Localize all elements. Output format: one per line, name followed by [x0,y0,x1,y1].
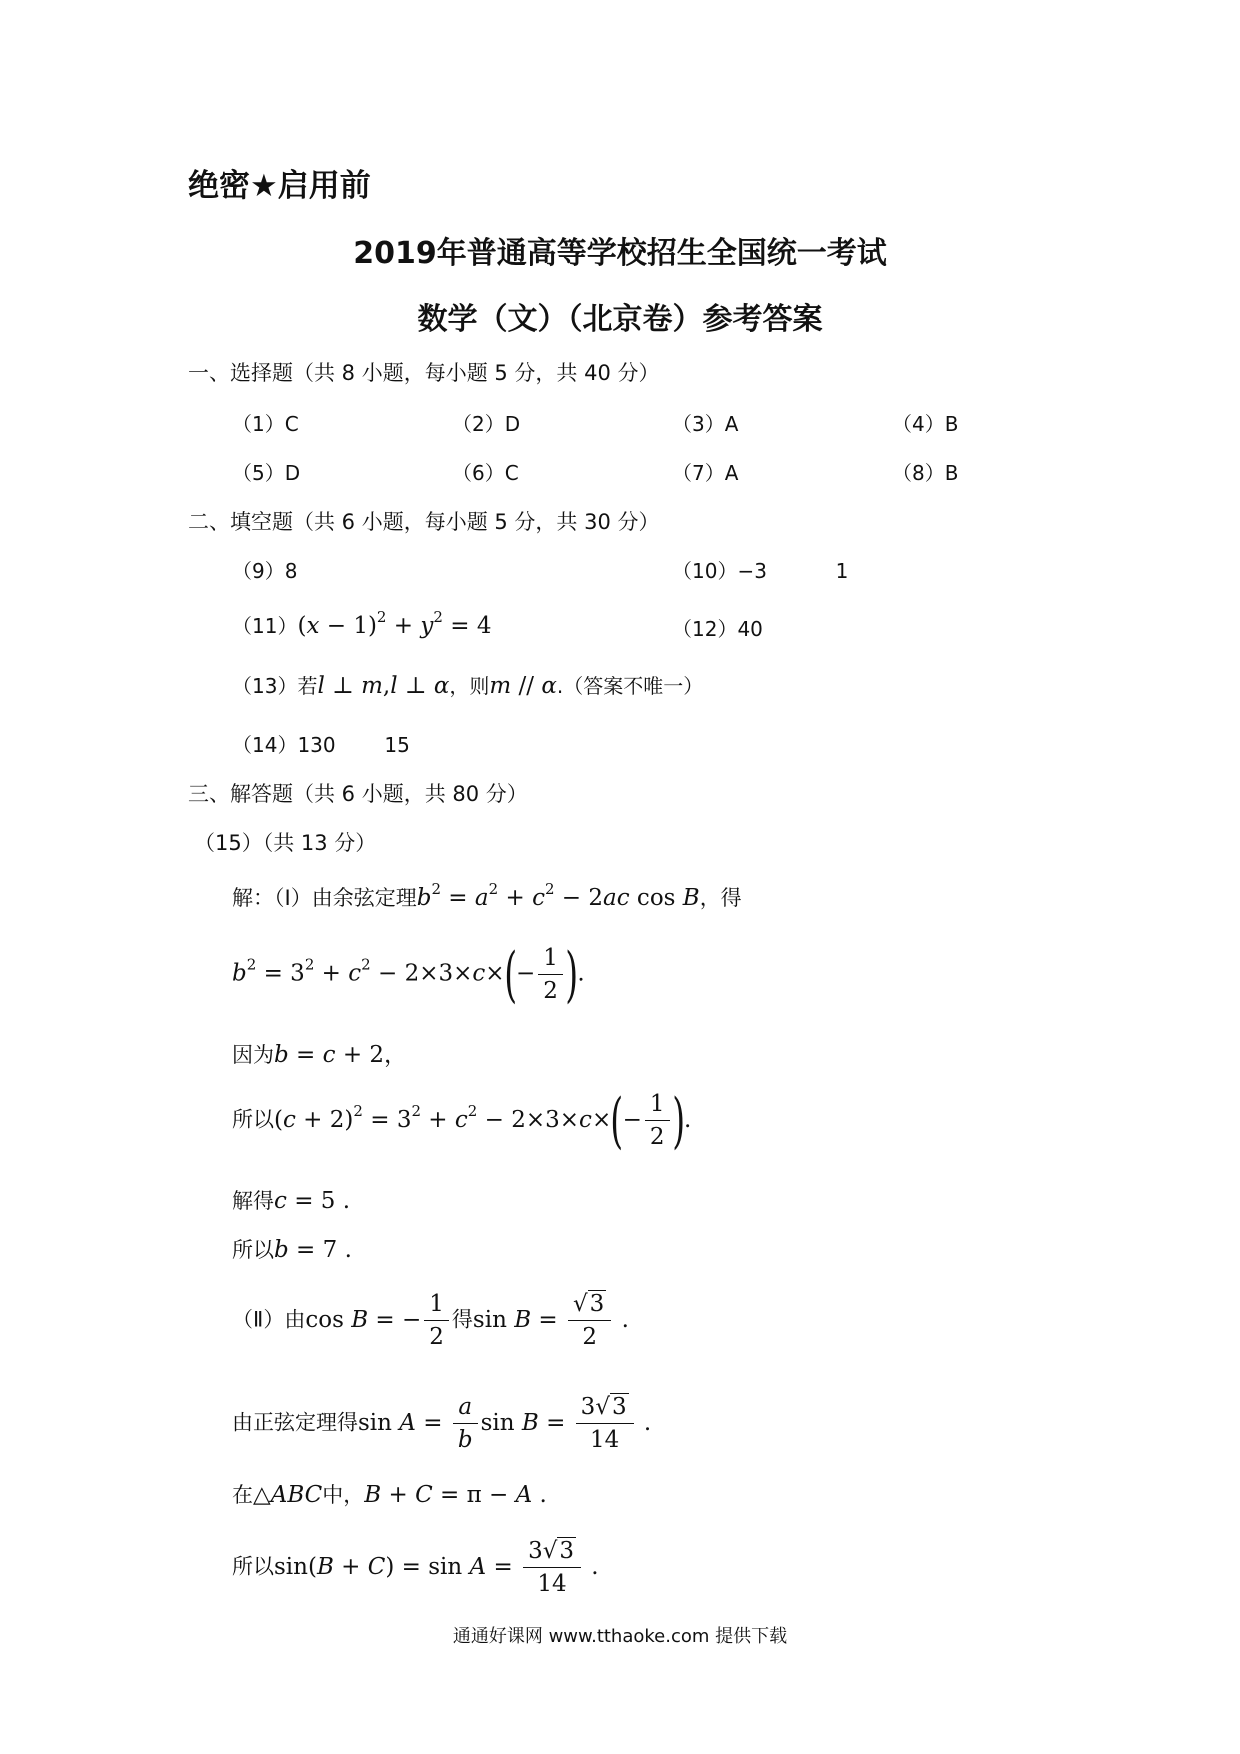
solution-step-1 [232,880,742,912]
answer-13-note: .（答案不唯一） [556,674,704,698]
step-7-label: （Ⅱ）由 [232,1307,306,1332]
step-7-mid: 得 [451,1307,473,1332]
exam-subtitle: 数学（文）（北京卷）参考答案 [417,302,823,337]
solution-step-2: $b^2 = 3^2 + c^2 - 2\times 3\times c\times(-$ $\frac{1}{2}$ ). [232,939,585,1010]
step-1-label: 解：（Ⅰ）由余弦定理 [232,886,417,910]
answer-13-condition: l ⊥ m,l ⊥ α [317,673,450,699]
answer-3: （3）A [672,412,739,436]
step-3-label: 因为 [232,1043,274,1067]
step-8-label: 由正弦定理得 [232,1410,358,1435]
answer-14 [232,729,410,758]
answer-13-then: ，则 [449,674,490,698]
exam-title: 2019年普通高等学校招生全国统一考试 [353,236,887,271]
answer-10-second: 1 [835,559,849,583]
step-5-label: 解得 [232,1189,274,1213]
answer-12: （12）40 [672,617,763,641]
step-6-label: 所以 [232,1238,274,1262]
answer-11-label: （11） [232,614,298,638]
section1-heading: 一、选择题（共 8 小题，每小题 5 分，共 40 分） [188,361,660,385]
question-15-heading: （15）（共 13 分） [194,831,377,855]
answer-13-conclusion: m // α [489,673,557,699]
answer-10-first: （10）−3 [672,559,767,583]
step-9-label: 在 [232,1483,253,1507]
answer-6: （6）C [452,461,519,485]
step-9-mid: 中， [322,1483,365,1507]
solution-step-8: 由正弦定理得sin A = $\frac{a}{b}$ sin B = $\frac{3√3}{14}$ . [232,1394,652,1453]
section2-heading: 二、填空题（共 6 小题，每小题 5 分，共 30 分） [188,510,660,534]
answer-11-formula: $(x - 1)^2 + y^2 = 4$ [297,608,492,639]
answer-10 [672,555,848,584]
answer-7: （7）A [672,461,739,485]
answer-13 [232,670,703,699]
answer-5: （5）D [232,461,301,485]
cosine-law-formula: $b^2 = a^2 + c^2 - 2ac$ cos B [416,880,700,911]
answer-1: （1）C [232,412,299,436]
confidential-mark: 绝密★启用前 [188,168,371,204]
solution-step-9: 在△ABC中，B + C = π − A . [232,1482,547,1508]
answer-4: （4）B [892,412,959,436]
answer-14-first: （14）130 [232,733,336,757]
answer-13-label: （13）若 [232,674,318,698]
step-1-suffix: ，得 [699,886,742,910]
step-4-label: 所以 [232,1107,274,1132]
footer-source: 通通好课网 www.tthaoke.com 提供下载 [452,1626,788,1647]
answer-9: （9）8 [232,559,298,583]
answer-8: （8）B [892,461,959,485]
solution-step-10: 所以sin(B + C) = sin A = $\frac{3√3}{14}$ . [232,1538,599,1597]
solution-step-3: 因为b = c + 2， [232,1042,408,1068]
solution-step-4: 所以$(c + 2)^2 = 3^2 + c^2 - 2\times 3\times c\times(-$ $\frac{1}{2}$ ). [232,1085,692,1156]
solution-step-5: 解得c = 5 . [232,1188,351,1214]
answer-11 [232,608,491,639]
answer-14-second: 15 [384,733,410,757]
answer-2: （2）D [452,412,521,436]
section3-heading: 三、解答题（共 6 小题，共 80 分） [188,782,528,806]
solution-step-6: 所以b = 7 . [232,1237,352,1263]
step-10-label: 所以 [232,1554,274,1579]
solution-step-7: （Ⅱ）由cos B = − $\frac{1}{2}$ 得sin B = $\frac{√3}{2}$ . [232,1291,629,1350]
